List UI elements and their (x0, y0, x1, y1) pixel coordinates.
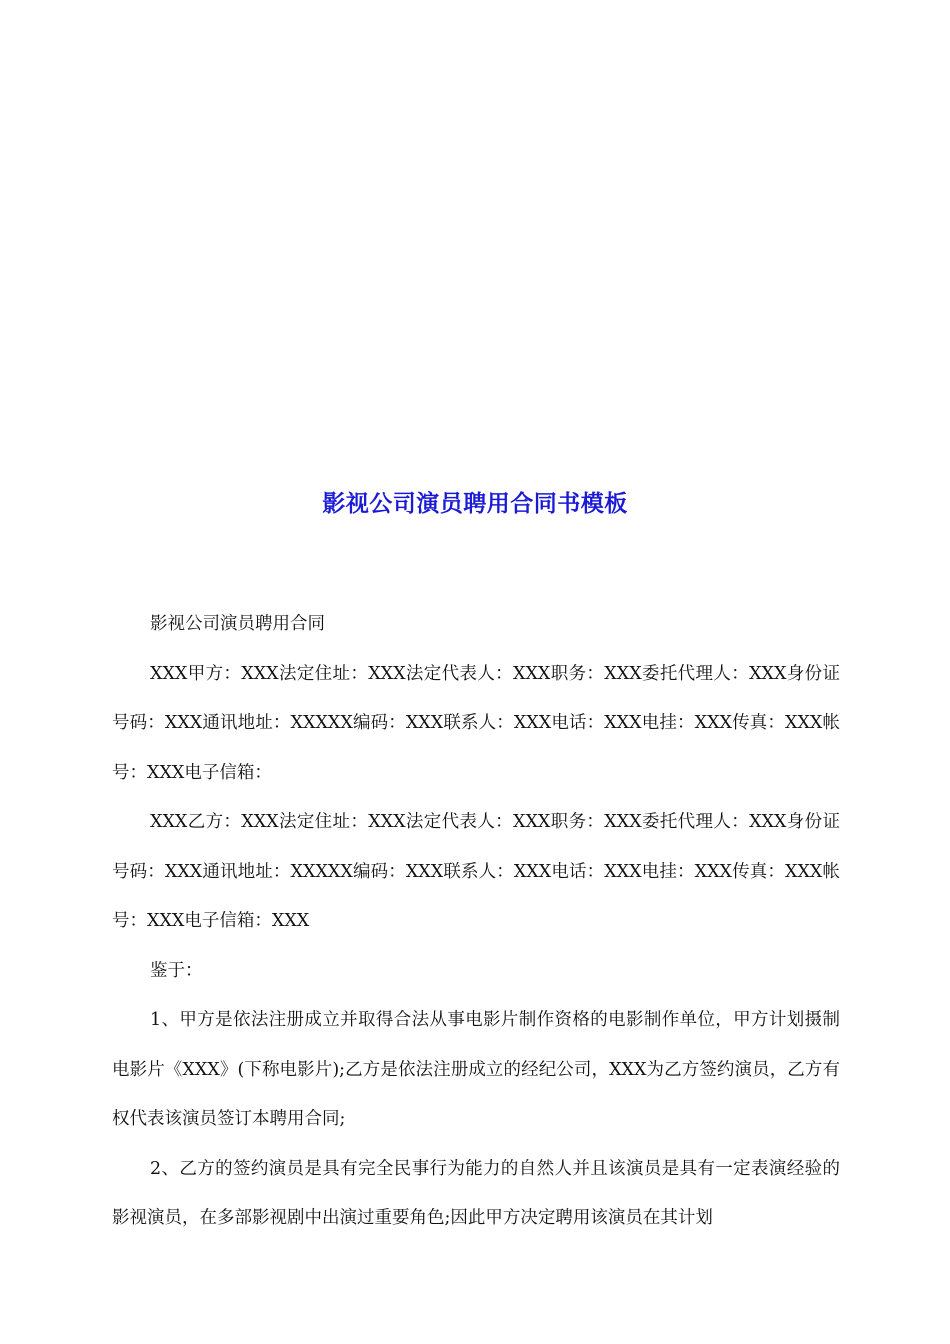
paragraph-contract-name: 影视公司演员聘用合同 (150, 614, 325, 634)
document-body (112, 600, 840, 1244)
paragraph-party-a: XXX甲方：XXX法定住址：XXX法定代表人：XXX职务：XXX委托代理人：XXX身份证号码：XXX通讯地址：XXXXX编码：XXX联系人：XXX电话：XXX电挂：XXX传真：XXX帐号：XXX电子信箱： (112, 663, 840, 783)
paragraph-clause-2: 2、乙方的签约演员是具有完全民事行为能力的自然人并且该演员是具有一定表演经验的影视演员，在多部影视剧中出演过重要角色;因此甲方决定聘用该演员在其计划 (112, 1158, 840, 1228)
paragraph-party-b: XXX乙方：XXX法定住址：XXX法定代表人：XXX职务：XXX委托代理人：XXX身份证号码：XXX通讯地址：XXXXX编码：XXX联系人：XXX电话：XXX电挂：XXX传真：XXX帐号：XXX电子信箱：XXX (112, 812, 840, 931)
paragraph-clause-1: 1、甲方是依法注册成立并取得合法从事电影片制作资格的电影制作单位，甲方计划摄制电影片《XXX》(下称电影片);乙方是依法注册成立的经纪公司，XXX为乙方签约演员，乙方有权代表该演员签订本聘用合同; (112, 1010, 840, 1129)
paragraph-whereas: 鉴于： (150, 960, 203, 981)
document-title: 影视公司演员聘用合同书模板 (322, 490, 628, 517)
